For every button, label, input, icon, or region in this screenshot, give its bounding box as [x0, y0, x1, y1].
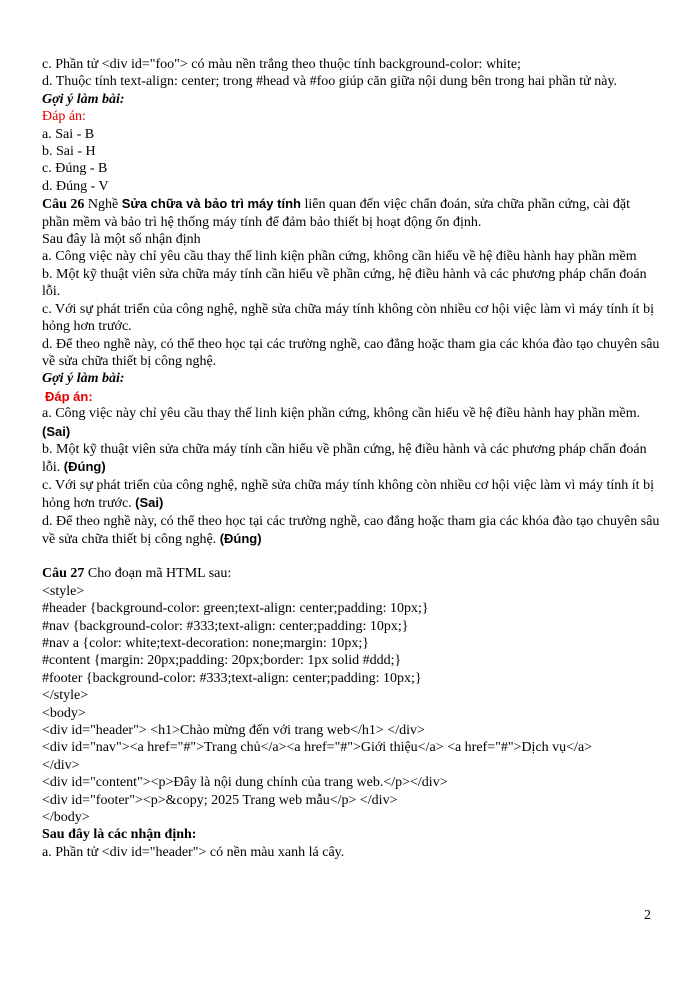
- code-line: #nav a {color: white;text-decoration: none;margin: 10px;}: [42, 636, 369, 651]
- document-page: [42, 56, 660, 861]
- answer-line: d. Đúng - V: [42, 178, 109, 194]
- question-27-intro: Câu 27 Cho đoạn mã HTML sau:: [42, 566, 232, 582]
- answer-line: c. Đúng - B: [42, 161, 108, 177]
- code-line: #nav {background-color: #333;text-align: center;padding: 10px;}: [42, 618, 409, 634]
- code-line: <div id="header"> <h1>Chào mừng đến với trang web</h1> </div>: [42, 723, 425, 739]
- statements-label: Sau đây là một số nhận định: [42, 232, 201, 248]
- statement-d: d. Thuộc tính text-align: center; trong #head và #foo giúp căn giữa nội dung bên trong hai phần tử này.: [42, 74, 618, 90]
- verdict: (Đúng): [219, 530, 262, 546]
- answer-line: b. Sai - H: [42, 144, 96, 160]
- answer-line: a. Sai - B: [42, 126, 95, 142]
- answer-d: d. Để theo nghề này, có thể theo học tại các trường nghề, cao đẳng hoặc tham gia các khóa đào tạo chuyên sâu về sửa chữa thiết bị công nghệ. (Đúng): [42, 513, 660, 547]
- code-line: #content {margin: 20px;padding: 20px;border: 1px solid #ddd;}: [42, 653, 402, 669]
- code-line: </style>: [42, 688, 89, 704]
- hint-heading: Gợi ý làm bài:: [42, 371, 125, 387]
- statements-label: Sau đây là các nhận định:: [42, 827, 197, 843]
- question-number: Câu 27: [42, 566, 85, 582]
- code-line: </div>: [42, 757, 80, 773]
- statement-d: d. Để theo nghề này, có thể theo học tại các trường nghề, cao đẳng hoặc tham gia các khóa đào tạo chuyên sâu về sửa chữa thiết bị công nghệ.: [42, 336, 660, 369]
- code-line: <div id="footer"><p>&copy; 2025 Trang web mẫu</p> </div>: [42, 792, 398, 808]
- code-line: <div id="nav"><a href="#">Trang chủ</a><a href="#">Giới thiệu</a> <a href="#">Dịch vụ</a>: [42, 740, 593, 756]
- statement-b: b. Một kỹ thuật viên sửa chữa máy tính cần hiểu về phần cứng, hệ điều hành và các phương pháp chẩn đoán lỗi.: [42, 266, 647, 300]
- statement-a: a. Phần tử <div id="header"> có nền màu xanh lá cây.: [42, 844, 345, 860]
- answer-c: c. Với sự phát triển của công nghệ, nghề sửa chữa máy tính không còn nhiều cơ hội việc làm vì máy tính ít bị hỏng hơn trước. (Sai): [42, 477, 654, 512]
- code-line: #header {background-color: green;text-align: center;padding: 10px;}: [42, 601, 429, 617]
- statement-a: a. Công việc này chỉ yêu cầu thay thế linh kiện phần cứng, không cần hiểu về hệ điều hành hay phần mềm: [42, 249, 637, 265]
- verdict: (Đúng): [63, 459, 106, 475]
- page-number: 2: [644, 908, 651, 923]
- statement-c: c. Với sự phát triển của công nghệ, nghề sửa chữa máy tính không còn nhiều cơ hội việc làm vì máy tính ít bị hỏng hơn trước.: [42, 301, 654, 335]
- verdict: (Sai): [42, 423, 71, 439]
- question-26-intro: Câu 26 Nghề Sửa chữa và bảo trì máy tính liên quan đến việc chẩn đoán, sửa chữa phần cứng, cài đặt phần mềm và bảo trì hệ thống máy tính để đảm bảo thiết bị hoạt động ổn định.: [42, 196, 631, 230]
- verdict: (Sai): [135, 495, 164, 511]
- answer-a: a. Công việc này chỉ yêu cầu thay thế linh kiện phần cứng, không cần hiểu về hệ điều hành hay phần mềm. (Sai): [42, 406, 641, 439]
- answer-label: Đáp án:: [45, 388, 93, 404]
- code-line: </body>: [42, 810, 90, 826]
- hint-heading: Gợi ý làm bài:: [42, 91, 125, 107]
- code-line: #footer {background-color: #333;text-align: center;padding: 10px;}: [42, 670, 422, 686]
- answer-label: Đáp án:: [42, 109, 86, 125]
- code-line: <style>: [42, 583, 85, 599]
- code-line: <div id="content"><p>Đây là nội dung chính của trang web.</p></div>: [42, 775, 448, 791]
- answer-b: b. Một kỹ thuật viên sửa chữa máy tính cần hiểu về phần cứng, hệ điều hành và các phương pháp chẩn đoán lỗi. (Đúng): [42, 441, 647, 476]
- statement-c: c. Phần tử <div id="foo"> có màu nền trắng theo thuộc tính background-color: white;: [42, 57, 521, 72]
- question-number: Câu 26: [42, 197, 85, 213]
- code-line: <body>: [42, 705, 86, 721]
- spacer: [42, 548, 660, 565]
- career-name: Sửa chữa và bảo trì máy tính: [121, 196, 301, 212]
